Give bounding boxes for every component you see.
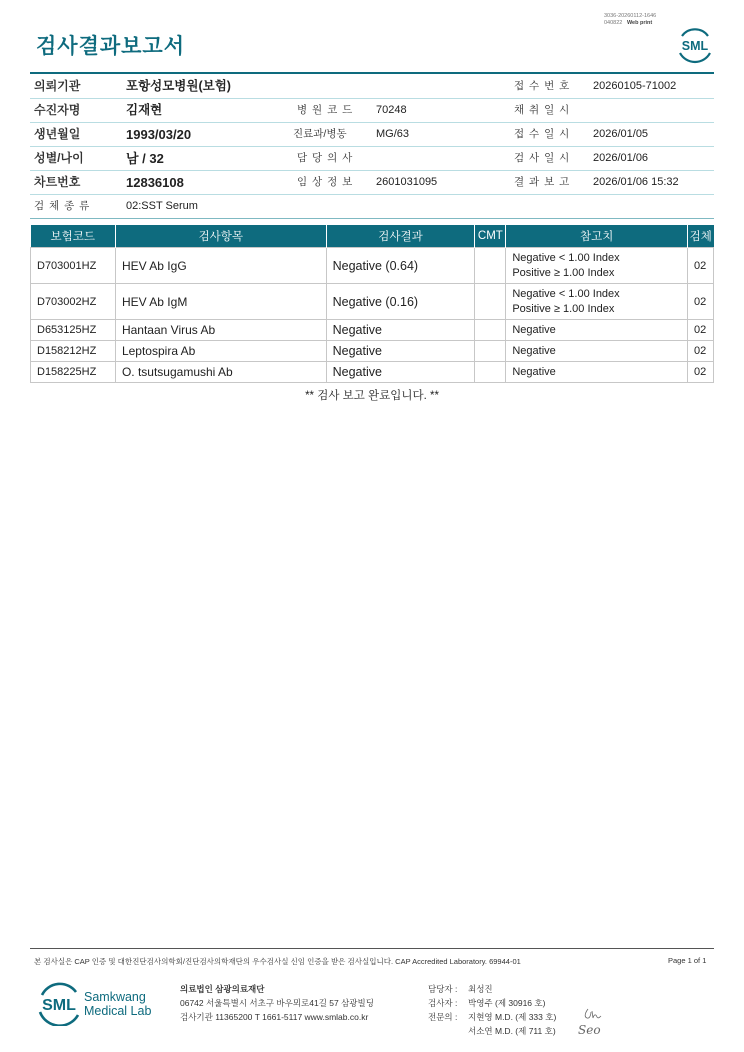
- insurance-code: D703001HZ: [31, 248, 116, 284]
- table-row: [31, 362, 714, 383]
- recipient-label: 수진자명: [34, 103, 81, 117]
- reference-line-2: Positive ≥ 1.00 Index: [512, 302, 615, 315]
- info-row-5: [30, 171, 714, 195]
- report-date-value: 2026/01/06 15:32: [593, 176, 679, 188]
- reference-range: Negative: [506, 362, 688, 383]
- certification-note: 본 검사실은 CAP 인증 및 대한진단검사의학회/진단검사의학재단의 우수검사실 신임 인증을 받은 검사실입니다. CAP Accredited Laboratory. 69944-01: [34, 957, 521, 966]
- staff-name: 지현영 M.D. (제 333 호): [468, 1012, 557, 1022]
- col-header-specimen: 검체: [687, 225, 713, 248]
- report-date-label: 결 과 보 고: [514, 176, 571, 188]
- doctor-label: 담 당 의 사: [297, 152, 354, 164]
- specimen-code: 02: [687, 362, 713, 383]
- birth-label: 생년월일: [34, 127, 81, 141]
- signature-2: [577, 1022, 609, 1038]
- sex-age-value: 남 / 32: [126, 151, 164, 166]
- table-row: [31, 248, 714, 284]
- receipt-date-label: 접 수 일 시: [514, 128, 571, 140]
- sex-age-label: 성별/나이: [34, 151, 84, 165]
- cmt-cell: [475, 341, 506, 362]
- signature-2-text: Seo: [578, 1023, 601, 1037]
- staff-row: [428, 1010, 556, 1024]
- info-row-3: [30, 123, 714, 147]
- col-header-reference: 참고치: [506, 225, 688, 248]
- samkwang-logo-mark: SML: [42, 997, 76, 1014]
- specimen-type-label: 검 체 종 류: [34, 200, 91, 212]
- report-complete-note: ** 검사 보고 완료입니다. **: [305, 390, 439, 402]
- sml-logo-text: SML: [681, 39, 709, 53]
- cmt-cell: [475, 248, 506, 284]
- test-item: Leptospira Ab: [115, 341, 326, 362]
- staff-row: [428, 1024, 556, 1038]
- reference-range: [506, 248, 688, 284]
- page-number: Page 1 of 1: [668, 956, 707, 965]
- info-row-1: [30, 75, 714, 99]
- patient-info: [30, 75, 714, 219]
- info-row-4: [30, 147, 714, 171]
- insurance-code: D158212HZ: [31, 341, 116, 362]
- chart-value: 12836108: [126, 175, 184, 190]
- receipt-no-label: 접 수 번 호: [514, 80, 571, 92]
- corporation-name: 의료법인 삼광의료재단: [180, 984, 265, 994]
- test-result: Negative: [326, 362, 475, 383]
- dept-ward-value: MG/63: [376, 128, 410, 140]
- cmt-cell: [475, 362, 506, 383]
- table-row: [31, 320, 714, 341]
- corporation-info: [180, 982, 374, 1024]
- reference-range: Negative: [506, 341, 688, 362]
- info-row-2: [30, 99, 714, 123]
- dept-ward-label: 진료과/병동: [293, 128, 347, 140]
- cmt-cell: [475, 284, 506, 320]
- test-date-label: 검 사 일 시: [514, 152, 571, 164]
- col-header-code: 보험코드: [31, 225, 116, 248]
- samkwang-logo-name1: Samkwang: [84, 990, 146, 1004]
- corporation-address: 06742 서울특별시 서초구 바우뫼로41길 57 삼광빌딩: [180, 998, 374, 1008]
- reference-line-2: Positive ≥ 1.00 Index: [512, 266, 615, 279]
- results-header-row: [31, 225, 714, 248]
- test-item: Hantaan Virus Ab: [115, 320, 326, 341]
- col-header-item: 검사항목: [115, 225, 326, 248]
- table-row: [31, 284, 714, 320]
- test-result: Negative: [326, 341, 475, 362]
- birth-value: 1993/03/20: [126, 127, 192, 142]
- col-header-cmt: CMT: [475, 225, 506, 248]
- insurance-code: D653125HZ: [31, 320, 116, 341]
- specimen-code: 02: [687, 320, 713, 341]
- print-info-line1: 3036-20260112-1646: [604, 13, 657, 19]
- reference-range: Negative: [506, 320, 688, 341]
- samkwang-logo-name2: Medical Lab: [84, 1004, 152, 1018]
- institution-label: 의뢰기관: [34, 79, 81, 93]
- specimen-code: 02: [687, 284, 713, 320]
- clinical-info-value: 2601031095: [376, 176, 438, 188]
- insurance-code: D158225HZ: [31, 362, 116, 383]
- test-result: Negative (0.16): [326, 284, 475, 320]
- reference-range: [506, 284, 688, 320]
- results-table: [30, 225, 714, 383]
- specimen-code: 02: [687, 248, 713, 284]
- staff-name: 박영주 (제 30916 호): [468, 998, 546, 1008]
- recipient-value: 김재현: [126, 103, 163, 117]
- hospital-code-label: 병 원 코 드: [297, 104, 354, 116]
- staff-row: [428, 996, 556, 1010]
- info-row-6: [30, 195, 714, 219]
- samkwang-logo: [38, 980, 158, 1026]
- staff-row: [428, 982, 556, 996]
- test-item: HEV Ab IgM: [115, 284, 326, 320]
- print-info-code: 040822: [604, 20, 623, 26]
- corporation-contact: 검사기관 11365200 T 1661-5117 www.smlab.co.kr: [180, 1012, 369, 1022]
- specimen-code: 02: [687, 341, 713, 362]
- print-info: [604, 13, 684, 27]
- report-title: 검사결과보고서: [36, 35, 186, 58]
- test-item: HEV Ab IgG: [115, 248, 326, 284]
- staff-role: 담당자 :: [428, 984, 458, 994]
- header-divider: [30, 72, 714, 74]
- staff-name: 최성진: [468, 984, 493, 994]
- reference-line-1: Negative < 1.00 Index: [512, 287, 620, 300]
- staff-role: 검사자 :: [428, 998, 458, 1008]
- staff-list: [428, 982, 556, 1038]
- insurance-code: D703002HZ: [31, 284, 116, 320]
- reference-line-1: Negative < 1.00 Index: [512, 251, 620, 264]
- institution-value: 포항성모병원(보험): [126, 79, 231, 93]
- sml-logo: [676, 26, 714, 64]
- web-print-label: Web print: [626, 20, 653, 26]
- table-row: [31, 341, 714, 362]
- receipt-no-value: 20260105-71002: [593, 80, 677, 92]
- test-item: O. tsutsugamushi Ab: [115, 362, 326, 383]
- test-result: Negative (0.64): [326, 248, 475, 284]
- hospital-code-value: 70248: [376, 104, 407, 116]
- staff-role: 전문의 :: [428, 1012, 458, 1022]
- signature-1: [582, 1007, 602, 1021]
- cmt-cell: [475, 320, 506, 341]
- specimen-type-value: 02:SST Serum: [126, 200, 198, 212]
- col-header-result: 검사결과: [326, 225, 475, 248]
- chart-label: 차트번호: [34, 175, 81, 189]
- collection-date-label: 채 취 일 시: [514, 104, 571, 116]
- receipt-date-value: 2026/01/05: [593, 128, 649, 140]
- clinical-info-label: 임 상 정 보: [297, 176, 354, 188]
- footer-divider: [30, 948, 714, 949]
- test-date-value: 2026/01/06: [593, 152, 649, 164]
- test-result: Negative: [326, 320, 475, 341]
- staff-name: 서소연 M.D. (제 711 호): [468, 1026, 556, 1036]
